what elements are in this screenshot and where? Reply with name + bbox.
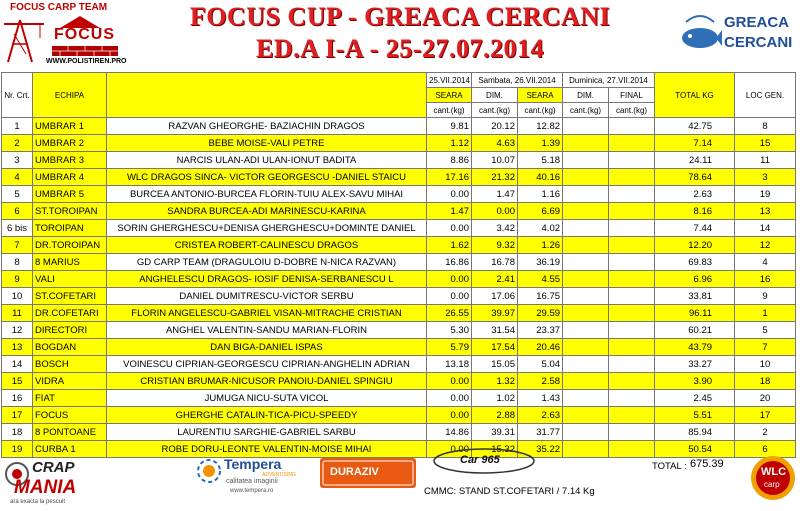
cell-nr: 18 (2, 424, 33, 441)
table-row (2, 186, 796, 203)
cell-seara-2: 5.18 (518, 152, 563, 169)
cell-team: VOINESCU CIPRIAN-GEORGESCU CIPRIAN-ANGHELIN ADRIAN (107, 356, 427, 373)
cell-seara-2: 5.04 (518, 356, 563, 373)
cell-nr: 7 (2, 237, 33, 254)
cmmc-note: CMMC: STAND ST.COFETARI / 7.14 Kg (424, 486, 595, 497)
cell-seara-1: 1.12 (427, 135, 472, 152)
cell-seara-1: 0.00 (427, 407, 472, 424)
crap-tagline: ara exacta la pescuit (10, 499, 66, 505)
cell-dim-2: 4.63 (472, 135, 518, 152)
cell-loc: 14 (735, 220, 796, 237)
cell-loc: 20 (735, 390, 796, 407)
table-row (2, 339, 796, 356)
cell-loc: 9 (735, 288, 796, 305)
cell-loc: 12 (735, 237, 796, 254)
cell-loc: 4 (735, 254, 796, 271)
crap-line-1: CRAP (32, 459, 75, 476)
cell-total: 60.21 (655, 322, 735, 339)
cell-dim-2: 10.07 (472, 152, 518, 169)
table-row (2, 118, 796, 135)
cell-total: 50.54 (655, 441, 735, 458)
cell-total: 85.94 (655, 424, 735, 441)
cell-dim-3 (563, 339, 609, 356)
cell-stand: UMBRAR 1 (33, 118, 107, 135)
cell-final-3 (609, 203, 655, 220)
header-unit: cant.(kg) (609, 103, 655, 118)
header-loc: LOC GEN. (735, 73, 796, 118)
cell-dim-2: 17.06 (472, 288, 518, 305)
cell-nr: 3 (2, 152, 33, 169)
cell-seara-2: 12.82 (518, 118, 563, 135)
title-line-1: FOCUS CUP - GREACA CERCANI (189, 2, 611, 31)
cell-dim-2: 9.32 (472, 237, 518, 254)
cell-seara-1: 0.00 (427, 220, 472, 237)
cell-final-3 (609, 288, 655, 305)
cell-seara-2: 2.63 (518, 407, 563, 424)
cell-dim-3 (563, 254, 609, 271)
cell-dim-3 (563, 237, 609, 254)
cell-total: 24.11 (655, 152, 735, 169)
cell-final-3 (609, 441, 655, 458)
cell-seara-2: 4.55 (518, 271, 563, 288)
cell-team: CRISTEA ROBERT-CALINESCU DRAGOS (107, 237, 427, 254)
cell-stand: UMBRAR 5 (33, 186, 107, 203)
team-title: FOCUS CARP TEAM (10, 2, 108, 13)
table-row (2, 407, 796, 424)
cell-dim-3 (563, 356, 609, 373)
crap-mania-logo (4, 457, 102, 507)
cell-seara-2: 40.16 (518, 169, 563, 186)
cell-total: 78.64 (655, 169, 735, 186)
cell-total: 43.79 (655, 339, 735, 356)
cell-final-3 (609, 135, 655, 152)
cell-team: NARCIS ULAN-ADI ULAN-IONUT BADITA (107, 152, 427, 169)
cell-stand: TOROIPAN (33, 220, 107, 237)
cell-total: 69.83 (655, 254, 735, 271)
cell-dim-3 (563, 373, 609, 390)
cell-dim-2: 17.54 (472, 339, 518, 356)
cell-dim-2: 39.31 (472, 424, 518, 441)
site-url: WWW.POLISTIREN.PRO (46, 58, 127, 65)
table-row (2, 169, 796, 186)
wlc-carp-logo (750, 455, 796, 501)
cell-final-3 (609, 220, 655, 237)
cell-stand: FIAT (33, 390, 107, 407)
header-unit: cant.(kg) (472, 103, 518, 118)
cell-total: 7.14 (655, 135, 735, 152)
focus-carp-team-logo (2, 2, 142, 64)
cell-final-3 (609, 407, 655, 424)
cell-dim-3 (563, 152, 609, 169)
wlc-line-1: WLC (761, 466, 787, 478)
greaca-cercani-logo (680, 4, 796, 62)
header-dim-2: DIM. (472, 88, 518, 103)
cell-total: 7.44 (655, 220, 735, 237)
table-row (2, 441, 796, 458)
cell-seara-1: 14.86 (427, 424, 472, 441)
crap-line-2: MANIA (14, 477, 77, 498)
tempera-sub: ADVERTISING (262, 472, 296, 478)
cell-seara-1: 5.79 (427, 339, 472, 356)
total-value: 675.39 (690, 458, 724, 470)
logo-right-line-2: CERCANI (724, 34, 793, 51)
cell-dim-2: 2.88 (472, 407, 518, 424)
cell-seara-1: 8.86 (427, 152, 472, 169)
brick-strip-icon (52, 46, 118, 56)
table-row (2, 288, 796, 305)
cell-stand: 8 PONTOANE (33, 424, 107, 441)
cell-final-3 (609, 356, 655, 373)
wlc-line-2: carp (764, 480, 780, 489)
cell-seara-2: 1.16 (518, 186, 563, 203)
cell-stand: UMBRAR 2 (33, 135, 107, 152)
crane-icon (2, 14, 46, 64)
cell-team: FLORIN ANGELESCU-GABRIEL VISAN-MITRACHE CRISTIAN (107, 305, 427, 322)
cell-seara-2: 35.22 (518, 441, 563, 458)
cell-dim-3 (563, 220, 609, 237)
cell-seara-1: 13.18 (427, 356, 472, 373)
cell-seara-1: 0.00 (427, 288, 472, 305)
cell-total: 6.96 (655, 271, 735, 288)
header-seara-1: SEARA (427, 88, 472, 103)
cell-loc: 16 (735, 271, 796, 288)
header-day-3: Duminica, 27.VII.2014 (563, 73, 655, 88)
cell-final-3 (609, 152, 655, 169)
cell-loc: 11 (735, 152, 796, 169)
table-row (2, 220, 796, 237)
cell-final-3 (609, 237, 655, 254)
cell-final-3 (609, 424, 655, 441)
cell-total: 3.90 (655, 373, 735, 390)
header-unit: cant.(kg) (518, 103, 563, 118)
cell-nr: 14 (2, 356, 33, 373)
cell-dim-2: 3.42 (472, 220, 518, 237)
cell-seara-1: 17.16 (427, 169, 472, 186)
results-body (2, 118, 796, 458)
cell-final-3 (609, 254, 655, 271)
cell-team: BURCEA ANTONIO-BURCEA FLORIN-TUIU ALEX-SAVU MIHAI (107, 186, 427, 203)
car965-logo (430, 446, 538, 476)
cell-nr: 5 (2, 186, 33, 203)
cell-nr: 13 (2, 339, 33, 356)
cell-team: BEBE MOISE-VALI PETRE (107, 135, 427, 152)
cell-final-3 (609, 169, 655, 186)
cell-total: 5.51 (655, 407, 735, 424)
cell-dim-2: 2.41 (472, 271, 518, 288)
focus-brand: FOCUS (54, 26, 115, 43)
cell-team: ROBE DORU-LEONTE VALENTIN-MOISE MIHAI (107, 441, 427, 458)
header-day-1: 25.VII.2014 (427, 73, 472, 88)
cell-total: 2.63 (655, 186, 735, 203)
table-row (2, 373, 796, 390)
cell-final-3 (609, 322, 655, 339)
cell-stand: UMBRAR 3 (33, 152, 107, 169)
cell-team: CRISTIAN BRUMAR-NICUSOR PANOIU-DANIEL SPINGIU (107, 373, 427, 390)
cell-seara-1: 0.00 (427, 186, 472, 203)
car965-text: Car 965 (460, 454, 500, 466)
cell-stand: ST.COFETARI (33, 288, 107, 305)
cell-nr: 1 (2, 118, 33, 135)
cell-loc: 15 (735, 135, 796, 152)
header-day-2: Sambata, 26.VII.2014 (472, 73, 563, 88)
cell-dim-3 (563, 424, 609, 441)
cell-dim-2: 15.32 (472, 441, 518, 458)
cell-loc: 18 (735, 373, 796, 390)
tempera-brand: Tempera (224, 456, 282, 472)
header-seara-2: SEARA (518, 88, 563, 103)
duraziv-text: DURAZIV (330, 466, 379, 478)
cell-nr: 16 (2, 390, 33, 407)
cell-stand: DIRECTORI (33, 322, 107, 339)
cell-loc: 3 (735, 169, 796, 186)
cell-final-3 (609, 305, 655, 322)
header-nr: Nr. Crt. (2, 73, 33, 118)
cell-dim-3 (563, 441, 609, 458)
cell-nr: 11 (2, 305, 33, 322)
cell-dim-2: 1.32 (472, 373, 518, 390)
cell-stand: DR.COFETARI (33, 305, 107, 322)
table-row (2, 322, 796, 339)
cell-stand: VIDRA (33, 373, 107, 390)
cell-team: SANDRA BURCEA-ADI MARINESCU-KARINA (107, 203, 427, 220)
cell-team: WLC DRAGOS SINCA- VICTOR GEORGESCU -DANIEL STAICU (107, 169, 427, 186)
cell-nr: 9 (2, 271, 33, 288)
cell-final-3 (609, 118, 655, 135)
cell-loc: 19 (735, 186, 796, 203)
cell-stand: FOCUS (33, 407, 107, 424)
fish-icon (680, 8, 722, 58)
table-row (2, 390, 796, 407)
cell-seara-1: 0.00 (427, 390, 472, 407)
cell-loc: 1 (735, 305, 796, 322)
table-row (2, 271, 796, 288)
cell-total: 8.16 (655, 203, 735, 220)
cell-team: GHERGHE CATALIN-TICA-PICU-SPEEDY (107, 407, 427, 424)
cell-dim-3 (563, 271, 609, 288)
cell-loc: 5 (735, 322, 796, 339)
cell-dim-2: 16.78 (472, 254, 518, 271)
tempera-site: www.tempera.ro (230, 488, 274, 494)
cell-seara-1: 1.47 (427, 203, 472, 220)
table-row (2, 254, 796, 271)
cell-seara-1: 0.00 (427, 271, 472, 288)
cell-seara-2: 1.39 (518, 135, 563, 152)
cell-stand: BOGDAN (33, 339, 107, 356)
tempera-tagline: calitatea imaginii (226, 478, 278, 485)
cell-dim-3 (563, 118, 609, 135)
cell-seara-1: 0.00 (427, 441, 472, 458)
cell-loc: 10 (735, 356, 796, 373)
cell-nr: 6 (2, 203, 33, 220)
cell-team: LAURENTIU SARGHIE-GABRIEL SARBU (107, 424, 427, 441)
cell-dim-3 (563, 305, 609, 322)
table-row (2, 135, 796, 152)
cell-final-3 (609, 390, 655, 407)
cell-dim-3 (563, 407, 609, 424)
cell-dim-2: 1.47 (472, 186, 518, 203)
cell-dim-3 (563, 135, 609, 152)
header-total: TOTAL KG (655, 73, 735, 118)
cell-loc: 8 (735, 118, 796, 135)
logo-right-line-1: GREACA (724, 14, 790, 31)
cell-total: 2.45 (655, 390, 735, 407)
cell-team: RAZVAN GHEORGHE- BAZIACHIN DRAGOS (107, 118, 427, 135)
cell-final-3 (609, 186, 655, 203)
table-row (2, 424, 796, 441)
cell-team: ANGHELESCU DRAGOS- IOSIF DENISA-SERBANESCU L (107, 271, 427, 288)
title-line-2: ED.A I-A - 25-27.07.2014 (256, 34, 544, 63)
cell-stand: ST.TOROIPAN (33, 203, 107, 220)
cell-nr: 15 (2, 373, 33, 390)
header-final-3: FINAL (609, 88, 655, 103)
cell-stand: CURBA 1 (33, 441, 107, 458)
duraziv-logo (320, 458, 416, 488)
cell-stand: VALI (33, 271, 107, 288)
cell-seara-1: 0.00 (427, 373, 472, 390)
cell-dim-3 (563, 322, 609, 339)
header-dim-3: DIM. (563, 88, 609, 103)
cell-team: DAN BIGA-DANIEL ISPAS (107, 339, 427, 356)
cell-team: DANIEL DUMITRESCU-VICTOR SERBU (107, 288, 427, 305)
cell-total: 96.11 (655, 305, 735, 322)
cell-final-3 (609, 271, 655, 288)
cell-nr: 19 (2, 441, 33, 458)
cell-team: JUMUGA NICU-SUTA VICOL (107, 390, 427, 407)
cell-dim-2: 0.00 (472, 203, 518, 220)
table-row (2, 237, 796, 254)
cell-seara-2: 36.19 (518, 254, 563, 271)
cell-stand: UMBRAR 4 (33, 169, 107, 186)
table-row (2, 305, 796, 322)
header-echipa: ECHIPA (33, 73, 107, 118)
cell-nr: 17 (2, 407, 33, 424)
results-table (1, 72, 796, 458)
cell-seara-2: 2.58 (518, 373, 563, 390)
cell-stand: DR.TOROIPAN (33, 237, 107, 254)
cell-dim-2: 21.32 (472, 169, 518, 186)
cell-dim-3 (563, 186, 609, 203)
cell-seara-1: 1.62 (427, 237, 472, 254)
wlc-seal-icon (750, 455, 796, 501)
cell-loc: 7 (735, 339, 796, 356)
cell-team: SORIN GHERGHESCU+DENISA GHERGHESCU+DOMINTE DANIEL (107, 220, 427, 237)
cell-seara-2: 31.77 (518, 424, 563, 441)
cell-seara-1: 26.55 (427, 305, 472, 322)
cell-seara-2: 1.43 (518, 390, 563, 407)
total-label: TOTAL : (652, 461, 687, 472)
header-unit: cant.(kg) (427, 103, 472, 118)
cell-stand: BOSCH (33, 356, 107, 373)
cell-seara-2: 20.46 (518, 339, 563, 356)
cell-loc: 6 (735, 441, 796, 458)
cell-total: 33.81 (655, 288, 735, 305)
cell-nr: 2 (2, 135, 33, 152)
cell-team: GD CARP TEAM (DRAGULOIU D-DOBRE N-NICA RAZVAN) (107, 254, 427, 271)
cell-nr: 12 (2, 322, 33, 339)
cell-nr: 4 (2, 169, 33, 186)
cell-total: 12.20 (655, 237, 735, 254)
cell-dim-2: 1.02 (472, 390, 518, 407)
cell-nr: 8 (2, 254, 33, 271)
cell-dim-2: 15.05 (472, 356, 518, 373)
cell-dim-3 (563, 203, 609, 220)
cell-dim-3 (563, 169, 609, 186)
cell-seara-2: 23.37 (518, 322, 563, 339)
cell-loc: 13 (735, 203, 796, 220)
cell-seara-2: 4.02 (518, 220, 563, 237)
table-row (2, 152, 796, 169)
cell-nr: 6 bis (2, 220, 33, 237)
table-row (2, 356, 796, 373)
table-row (2, 203, 796, 220)
cell-team: ANGHEL VALENTIN-SANDU MARIAN-FLORIN (107, 322, 427, 339)
cell-loc: 2 (735, 424, 796, 441)
cell-dim-2: 31.54 (472, 322, 518, 339)
cell-dim-2: 20.12 (472, 118, 518, 135)
header-unit: cant.(kg) (563, 103, 609, 118)
cell-nr: 10 (2, 288, 33, 305)
cell-stand: 8 MARIUS (33, 254, 107, 271)
cell-dim-2: 39.97 (472, 305, 518, 322)
cell-total: 33.27 (655, 356, 735, 373)
cell-seara-1: 9.81 (427, 118, 472, 135)
header-team-spacer (107, 73, 427, 118)
cell-seara-2: 6.69 (518, 203, 563, 220)
cell-total: 42.75 (655, 118, 735, 135)
cell-seara-1: 5.30 (427, 322, 472, 339)
cell-seara-2: 29.59 (518, 305, 563, 322)
cell-dim-3 (563, 390, 609, 407)
cell-seara-2: 16.75 (518, 288, 563, 305)
tempera-logo (196, 454, 306, 504)
cell-final-3 (609, 339, 655, 356)
cell-seara-2: 1.26 (518, 237, 563, 254)
cell-dim-3 (563, 288, 609, 305)
cell-final-3 (609, 373, 655, 390)
cell-loc: 17 (735, 407, 796, 424)
cell-seara-1: 16.86 (427, 254, 472, 271)
sun-icon (196, 458, 222, 484)
